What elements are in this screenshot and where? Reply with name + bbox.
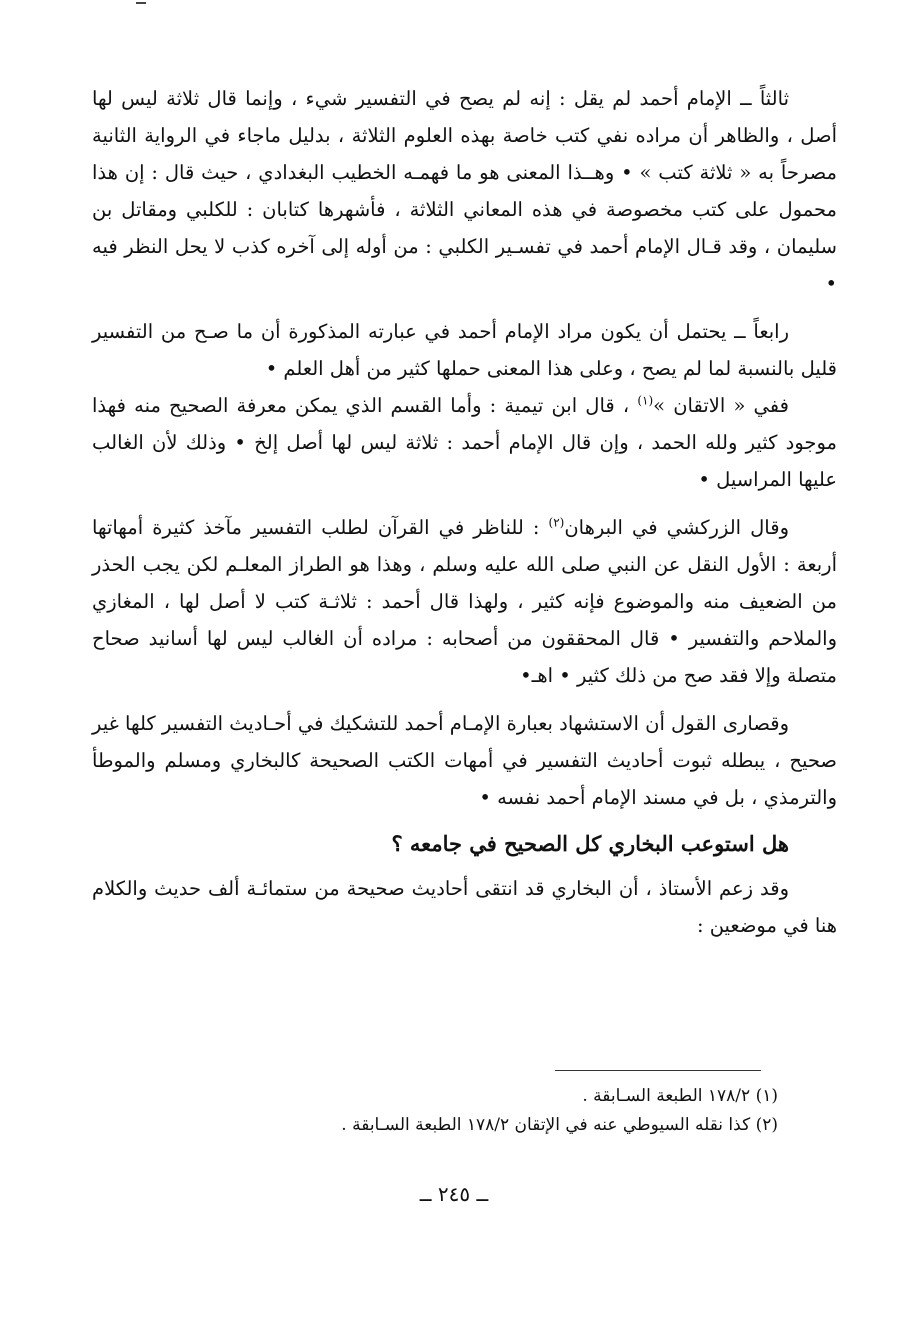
paragraph-zarkashi bbox=[92, 509, 837, 694]
zarkashi-text-start: وقال الزركشي في البرهان bbox=[564, 516, 789, 539]
paragraph-itqan bbox=[92, 387, 837, 498]
footnote-2: (٢) كذا نقله السيوطي عنه في الإتقان ١٧٨/٢ الطبعة السـابقة . bbox=[341, 1115, 778, 1135]
footnote-ref-1: (١) bbox=[637, 393, 654, 408]
zarkashi-text-end: : للناظر في القرآن لطلب التفسير مآخذ كثيرة أمهاتها أربعة : الأول النقل عن النبي صلى الله عليه وسلم ، وهذا هو الطراز المعلـم لكن يجب الحذر من الضعيف منه والموضوع فإنه كثير ، ولهذا قال أحمد : ثلاثـة كتب لا أصل لها ، المغازي والملاحم والتفسير • قال المحققون من أصحابه : مراده أن الغالب ليس لها أسانيد صحاح متصلة وإلا فقد صح من ذلك كثير • اهـ• bbox=[92, 516, 837, 687]
paragraph-conclusion: وقصارى القول أن الاستشهاد بعبارة الإمـام أحمد للتشكيك في أحـاديث التفسير كلها غير صحيح ، يبطله ثبوت أحاديث التفسير في أمهات الكتب الصحيحة كالبخاري ومسلم والموطأ والترمذي ، بل في مسند الإمام أحمد نفسه • bbox=[92, 712, 837, 809]
itqan-text-start: ففي « الاتقان » bbox=[653, 394, 789, 417]
paragraph-last: وقد زعم الأستاذ ، أن البخاري قد انتقى أحاديث صحيحة من ستمائـة ألف حديث والكلام هنا في موضعين : bbox=[92, 877, 837, 937]
paragraph-thalithan: ثالثاً ــ الإمام أحمد لم يقل : إنه لم يصح في التفسير شيء ، وإنما قال ثلاثة ليس لها أصل ، والظاهر أن مراده نفي كتب خاصة بهذه العلوم الثلاثة ، بدليل ماجاء في الرواية الثانية مصرحاً به « ثلاثة كتب » • وهــذا المعنى هو ما فهمـه الخطيب البغدادي ، حيث قال : إن هذا محمول على كتب مخصوصة في هذه المعاني الثلاثة ، فأشهرها كتابان : للكلبي ومقاتل بن سليمان ، وقد قـال الإمام أحمد في تفسـير الكلبي : من أوله إلى آخره كذب لا يحل النظر فيه • bbox=[92, 87, 837, 295]
page-number: ــ ٢٤٥ ــ bbox=[419, 1182, 489, 1206]
footnote-divider bbox=[555, 1070, 761, 1071]
scan-mark bbox=[136, 2, 146, 4]
page-body bbox=[92, 80, 837, 944]
itqan-text-end: ، قال ابن تيمية : وأما القسم الذي يمكن معرفة الصحيح منه فهذا موجود كثير ولله الحمد ، وإن قال الإمام أحمد : ثلاثة ليس لها أصل إلخ • وذلك لأن الغالب عليها المراسيل • bbox=[92, 394, 837, 491]
footnotes bbox=[128, 1082, 778, 1140]
paragraph-rabian: رابعاً ــ يحتمل أن يكون مراد الإمام أحمد في عبارته المذكورة أن ما صـح من التفسير قليل بالنسبة لما لم يصح ، وعلى هذا المعنى حملها كثير من أهل العلم • bbox=[92, 320, 837, 380]
footnote-1: (١) ١٧٨/٢ الطبعة السـابقة . bbox=[582, 1086, 778, 1106]
footnote-ref-2: (٢) bbox=[548, 515, 565, 530]
section-heading: هل استوعب البخاري كل الصحيح في جامعه ؟ bbox=[391, 831, 789, 856]
